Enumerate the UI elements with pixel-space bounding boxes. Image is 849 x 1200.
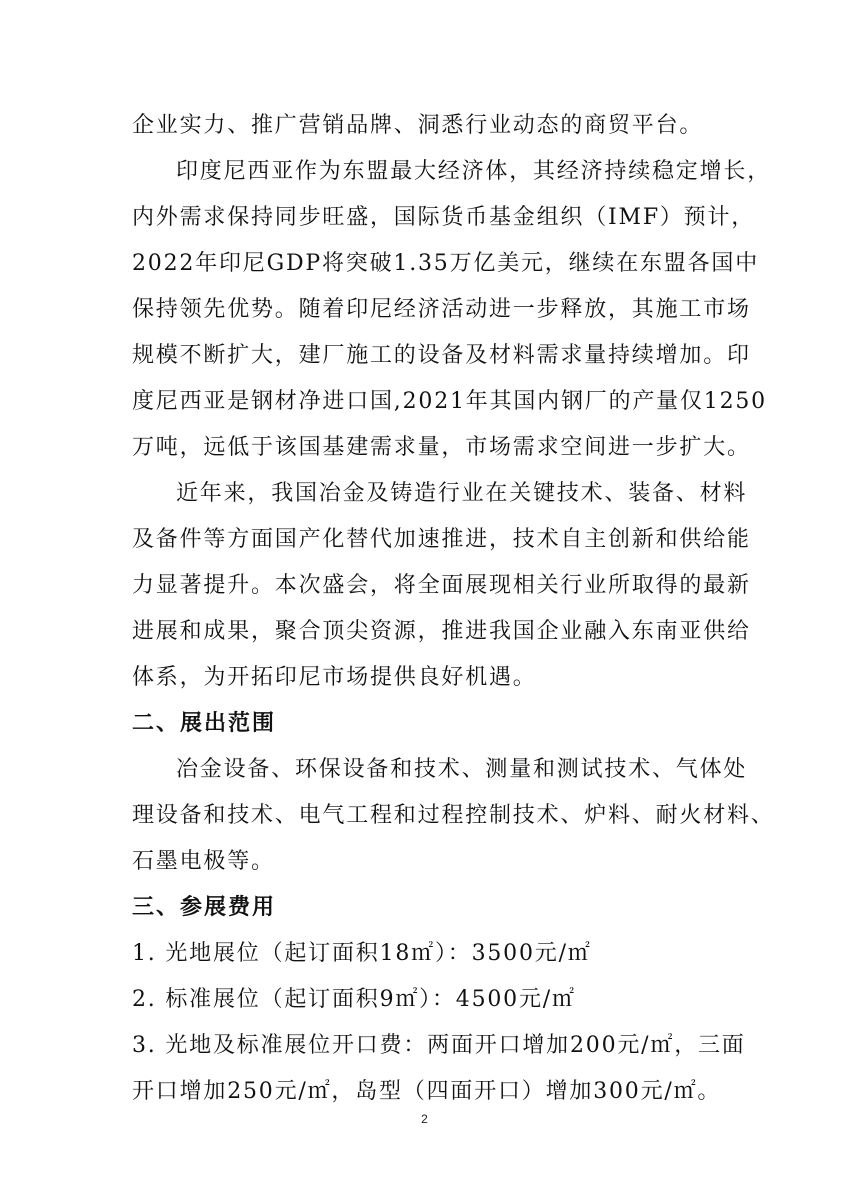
paragraph-industry-line: 近年来，我国冶金及铸造行业在关键技术、装备、材料: [176, 481, 748, 506]
body-line: 体系，为开拓印尼市场提供良好机遇。: [132, 665, 537, 690]
body-line: 及备件等方面国产化替代加速推进，技术自主创新和供给能: [132, 527, 751, 552]
body-line: 规模不断扩大，建厂施工的设备及材料需求量持续增加。印: [132, 343, 751, 368]
paragraph-scope-line: 冶金设备、环保设备和技术、测量和测试技术、气体处: [176, 757, 748, 782]
body-line: 石墨电极等。: [132, 849, 275, 874]
fee-item-raw-space: 1. 光地展位（起订面积18㎡）：3500元/㎡: [132, 941, 592, 966]
page-number: 2: [421, 1112, 428, 1126]
fee-item-opening-fee: 3. 光地及标准展位开口费：两面开口增加200元/㎡，三面: [132, 1033, 746, 1058]
section-heading-fees: 三、参展费用: [132, 895, 277, 920]
fee-item-standard-booth: 2. 标准展位（起订面积9㎡）：4500元/㎡: [132, 987, 576, 1012]
paragraph-indonesia-line: 印度尼西亚作为东盟最大经济体，其经济持续稳定增长，: [176, 159, 772, 184]
body-line: 企业实力、推广营销品牌、洞悉行业动态的商贸平台。: [132, 113, 704, 138]
body-line: 2022年印尼GDP将突破1.35万亿美元，继续在东盟各国中: [132, 251, 759, 276]
body-line: 力显著提升。本次盛会，将全面展现相关行业所取得的最新: [132, 573, 751, 598]
body-line: 理设备和技术、电气工程和过程控制技术、炉料、耐火材料、: [132, 803, 775, 828]
body-line: 保持领先优势。随着印尼经济活动进一步释放，其施工市场: [132, 297, 751, 322]
body-line: 开口增加250元/㎡，岛型（四面开口）增加300元/㎡。: [132, 1079, 722, 1104]
section-heading-exhibit-scope: 二、展出范围: [132, 711, 277, 736]
body-line: 万吨，远低于该国基建需求量，市场需求空间进一步扩大。: [132, 435, 751, 460]
body-line: 内外需求保持同步旺盛，国际货币基金组织（IMF）预计，: [132, 205, 756, 230]
body-line: 进展和成果，聚合顶尖资源，推进我国企业融入东南亚供给: [132, 619, 751, 644]
body-line: 度尼西亚是钢材净进口国,2021年其国内钢厂的产量仅1250: [132, 389, 767, 414]
document-body: [132, 103, 775, 1115]
